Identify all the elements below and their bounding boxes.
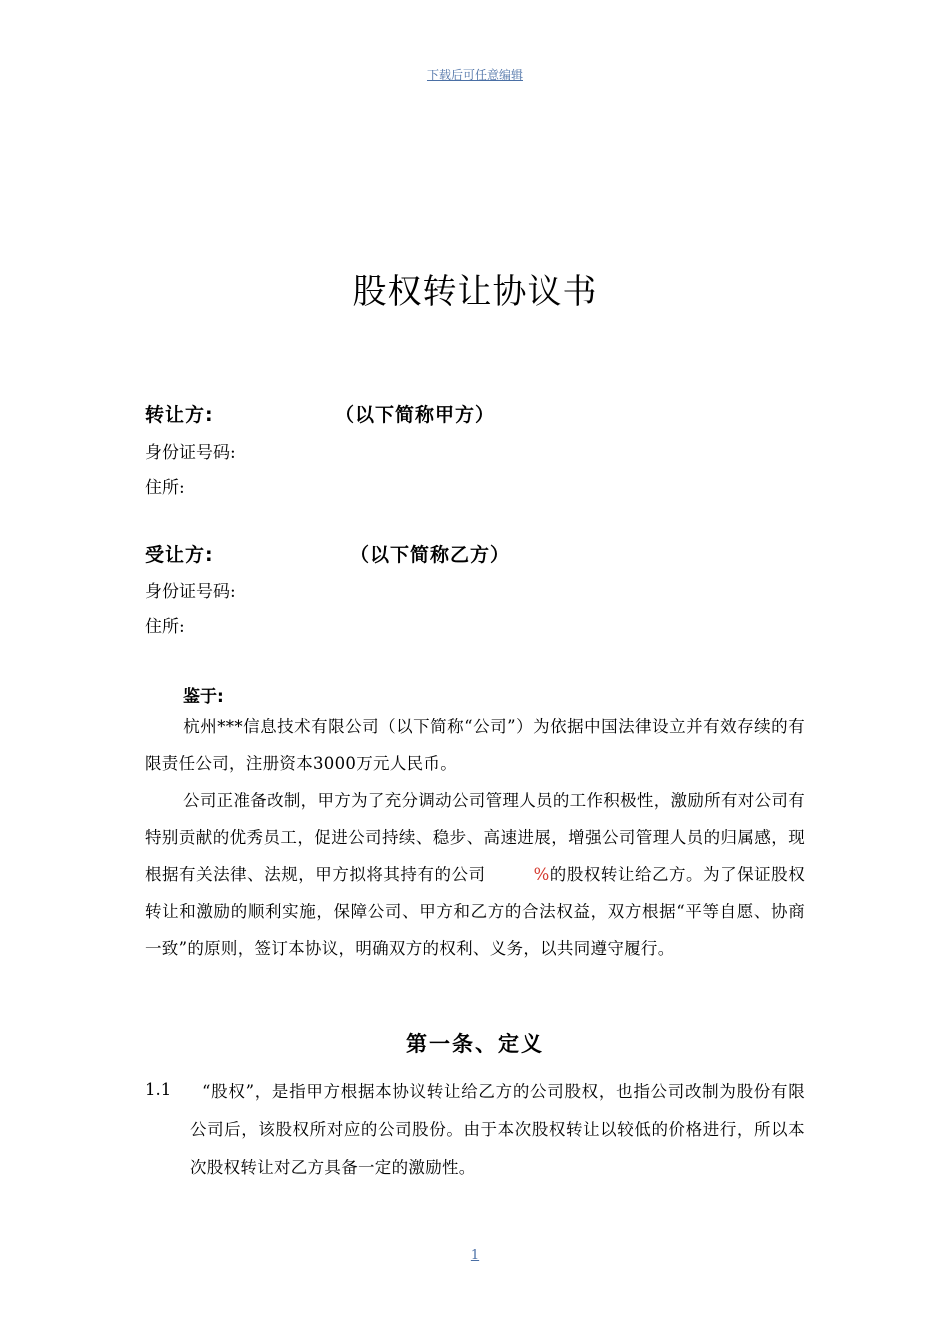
clause-number: 1.1 xyxy=(145,1080,172,1099)
transferor-id-label: 身份证号码: xyxy=(145,443,236,463)
clause-text: “股权”，是指甲方根据本协议转让给乙方的公司股权，也指公司改制为股份有限公司后，该股权所对应的公司股份。由于本次股权转让以较低的价格进行，所以本次股权转让对乙方具备一定的激励性。 xyxy=(190,1082,805,1177)
page-number: 1 xyxy=(470,1248,480,1263)
transferor-address-label: 住所: xyxy=(145,478,185,498)
transferor-label: 转让方: xyxy=(145,404,214,426)
transferee-id-label: 身份证号码: xyxy=(145,582,236,602)
whereas-paragraph-2 xyxy=(145,782,805,967)
whereas-paragraph-1-text: 杭州***信息技术有限公司（以下简称“公司”）为依据中国法律设立并有效存续的有限责任公司，注册资本3000万元人民币。 xyxy=(145,717,805,773)
transferee-note: （以下简称乙方） xyxy=(350,544,511,566)
whereas-paragraph-1 xyxy=(145,708,805,782)
whereas-heading: 鉴于: xyxy=(183,687,224,707)
article-1-title: 第一条、定义 xyxy=(406,1032,544,1056)
whereas-paragraph-2-text-a: 公司正准备改制，甲方为了充分调动公司管理人员的工作积极性，激励所有对公司有特别贡献的优秀员工，促进公司持续、稳步、高速进展，增强公司管理人员的归属感，现根据有关法律、法规，甲方拟将其持有的公司 xyxy=(145,791,805,884)
document-title: 股权转让协议书 xyxy=(352,272,598,312)
percent-placeholder: % xyxy=(533,865,550,884)
transferor-note: （以下简称甲方） xyxy=(335,404,496,426)
whereas-paragraph-2-text-b: 的股权转让给乙方。为了保证股权转让和激励的顺利实施，保障公司、甲方和乙方的合法权益，双方根据“平等自愿、协商一致”的原则，签订本协议，明确双方的权利、义务，以共同遵守履行。 xyxy=(145,865,806,958)
transferee-label: 受让方: xyxy=(145,544,214,566)
header-note: 下载后可任意编辑 xyxy=(426,68,523,82)
transferee-address-label: 住所: xyxy=(145,617,185,637)
